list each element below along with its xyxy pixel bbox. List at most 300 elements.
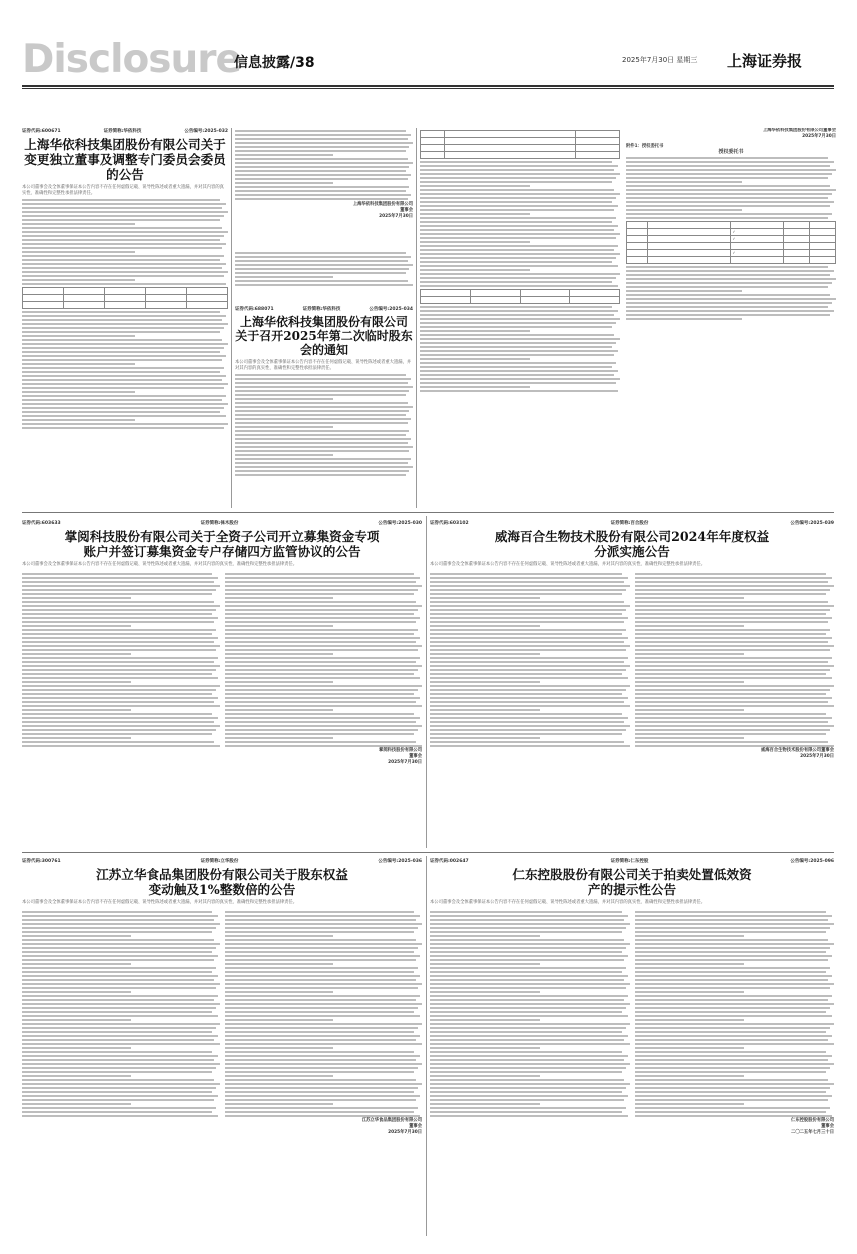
- text-line: [430, 729, 626, 731]
- text-line: [22, 959, 214, 961]
- text-line: [22, 1103, 131, 1105]
- text-line: [430, 1051, 622, 1053]
- text-line: [235, 414, 406, 416]
- text-line: [225, 1035, 421, 1037]
- text-line: [22, 613, 212, 615]
- form-title: 授权委托书: [718, 148, 744, 155]
- text-line: [225, 577, 421, 579]
- text-line: [225, 1103, 334, 1105]
- text-line: [430, 1007, 626, 1009]
- text-line: [420, 253, 620, 255]
- attachment-label: 附件1：授权委托书: [626, 144, 664, 149]
- text-line: [22, 1047, 131, 1049]
- text-line: [22, 637, 218, 639]
- text-line: [420, 233, 620, 235]
- text-line: [430, 1115, 628, 1117]
- text-line: [22, 665, 220, 667]
- text-line: [235, 470, 409, 472]
- text-line: [626, 217, 828, 219]
- text-line: [22, 423, 228, 425]
- text-line: [235, 406, 413, 408]
- text-line: [420, 265, 618, 267]
- text-line: [225, 637, 421, 639]
- text-line: [22, 919, 214, 921]
- text-line: [22, 701, 214, 703]
- article-columns: [430, 909, 834, 1119]
- text-line: [430, 737, 540, 739]
- text-line: [420, 181, 612, 183]
- text-line: [235, 466, 413, 468]
- text-line: [22, 713, 212, 715]
- text-line: [22, 1003, 220, 1005]
- text-line: [225, 971, 415, 973]
- text-line: [420, 374, 614, 376]
- text-line: [22, 653, 131, 655]
- signature: 上海华依科技集团股份有限公司董事会 2025年7月30日: [762, 128, 836, 139]
- text-line: [225, 1075, 334, 1077]
- text-line: [225, 745, 423, 747]
- text-line: [635, 1011, 827, 1013]
- text-line: [225, 915, 421, 917]
- text-line: [430, 1047, 540, 1049]
- text-line: [635, 947, 831, 949]
- text-line: [430, 1083, 630, 1085]
- text-line: [430, 911, 622, 913]
- proxy-form: [626, 128, 836, 508]
- text-line: [235, 190, 406, 192]
- text-line: [225, 1059, 417, 1061]
- column-divider: [416, 128, 417, 508]
- text-line: [635, 955, 833, 957]
- text-line: [430, 721, 624, 723]
- text-line: [420, 326, 612, 328]
- text-line: [420, 338, 620, 340]
- text-line: [22, 331, 220, 333]
- text-line: [235, 422, 408, 424]
- text-line: [22, 729, 216, 731]
- text-line: [430, 713, 622, 715]
- text-line: [22, 199, 220, 201]
- text-line: [635, 983, 835, 985]
- text-line: [225, 609, 419, 611]
- text-line: [635, 617, 833, 619]
- article-rendong: [430, 858, 834, 1236]
- text-line: [225, 677, 421, 679]
- text-line: [430, 1067, 626, 1069]
- text-line: [430, 1099, 624, 1101]
- text-line: [430, 939, 624, 941]
- text-line: [225, 653, 334, 655]
- text-line: [420, 217, 616, 219]
- text-line: [235, 378, 411, 380]
- article-body: [235, 252, 413, 286]
- text-line: [430, 915, 628, 917]
- text-line: [430, 705, 630, 707]
- text-line: [420, 197, 616, 199]
- text-line: [420, 322, 616, 324]
- text-line: [635, 1047, 745, 1049]
- text-line: [225, 935, 334, 937]
- text-line: [22, 693, 212, 695]
- text-line: [420, 362, 616, 364]
- text-line: [225, 741, 417, 743]
- text-line: [635, 613, 827, 615]
- masthead: Disclosure: [22, 37, 241, 82]
- text-line: [420, 314, 614, 316]
- disclaimer: 本公司董事会及全体董事保证本公告内容不存在任何虚假记载、误导性陈述或者重大遗漏，并对其内容的真实性、准确性和完整性承担法律责任。: [235, 360, 412, 371]
- text-line: [420, 193, 620, 195]
- text-line: [626, 314, 830, 316]
- text-line: [225, 939, 417, 941]
- article-col-2: [635, 571, 835, 749]
- disclaimer: 本公司董事会及全体董事保证本公告内容不存在任何虚假记载、误导性陈述或者重大遗漏，并对其内容的真实性、准确性和完整性承担法律责任。: [430, 900, 705, 905]
- text-line: [22, 1099, 214, 1101]
- text-line: [22, 601, 214, 603]
- text-line: [635, 935, 745, 937]
- article-col-1: [430, 909, 630, 1119]
- text-line: [430, 585, 630, 587]
- text-line: [22, 411, 220, 413]
- text-line: [235, 146, 409, 148]
- text-line: [22, 239, 220, 241]
- text-line: [225, 701, 417, 703]
- text-line: [22, 319, 222, 321]
- signature: 掌阅科技股份有限公司 董事会 2025年7月30日: [379, 748, 422, 765]
- text-line: [22, 597, 131, 599]
- text-line: [22, 947, 216, 949]
- text-line: [235, 150, 406, 152]
- text-line: [420, 366, 612, 368]
- text-line: [430, 967, 626, 969]
- text-line: [235, 458, 411, 460]
- text-line: [430, 919, 624, 921]
- text-line: [430, 935, 540, 937]
- text-line: [635, 681, 745, 683]
- text-line: [430, 1087, 626, 1089]
- text-line: [626, 161, 834, 163]
- issue-date: 2025年7月30日 星期三: [622, 56, 698, 64]
- text-line: [635, 971, 827, 973]
- text-line: [430, 685, 630, 687]
- text-line: [22, 589, 216, 591]
- text-line: [430, 923, 630, 925]
- text-line: [635, 721, 829, 723]
- text-line: [225, 649, 419, 651]
- text-line: [22, 343, 228, 345]
- text-line: [235, 166, 409, 168]
- text-line: [22, 1087, 216, 1089]
- text-line: [430, 1111, 622, 1113]
- text-line: [225, 673, 415, 675]
- text-line: [430, 701, 624, 703]
- text-line: [22, 709, 131, 711]
- text-line: [235, 402, 408, 404]
- text-line: [225, 573, 415, 575]
- text-line: [22, 915, 218, 917]
- text-line: [22, 1107, 216, 1109]
- text-line: [22, 351, 220, 353]
- text-line: [22, 971, 212, 973]
- text-line: [430, 697, 628, 699]
- text-line: [635, 673, 827, 675]
- article-title: 江苏立华食品集团股份有限公司关于股东权益变动触及1%整数倍的公告: [96, 867, 348, 897]
- text-line: [225, 733, 415, 735]
- text-line: [420, 221, 612, 223]
- text-line: [635, 1027, 831, 1029]
- text-line: [635, 621, 829, 623]
- text-line: [22, 689, 216, 691]
- text-line: [225, 625, 334, 627]
- text-line: [430, 1103, 540, 1105]
- text-line: [420, 213, 530, 215]
- text-line: [430, 1107, 626, 1109]
- text-line: [635, 637, 833, 639]
- text-line: [225, 991, 334, 993]
- text-line: [430, 947, 626, 949]
- text-line: [235, 434, 406, 436]
- text-line: [235, 426, 333, 428]
- article-body: [235, 130, 413, 200]
- text-line: [22, 335, 135, 337]
- text-line: [635, 1111, 827, 1113]
- text-line: [225, 713, 415, 715]
- text-line: [430, 709, 540, 711]
- text-line: [420, 205, 618, 207]
- text-line: [22, 1031, 212, 1033]
- page-header: [22, 37, 834, 82]
- text-line: [225, 621, 417, 623]
- text-line: [635, 943, 835, 945]
- text-line: [430, 617, 628, 619]
- article-huayi-director: [22, 128, 228, 508]
- text-line: [626, 157, 828, 159]
- text-line: [635, 923, 835, 925]
- text-line: [22, 279, 135, 281]
- text-line: [225, 661, 417, 663]
- column-divider: [231, 128, 232, 508]
- text-line: [235, 252, 406, 254]
- row-divider: [22, 852, 834, 853]
- text-line: [235, 174, 411, 176]
- row-divider: [22, 512, 834, 513]
- text-line: [225, 1031, 415, 1033]
- text-line: [635, 1055, 833, 1057]
- text-line: [225, 1079, 417, 1081]
- text-line: [235, 280, 408, 282]
- text-line: [430, 649, 626, 651]
- text-line: [225, 697, 421, 699]
- text-line: [225, 927, 419, 929]
- text-line: [626, 205, 830, 207]
- section-label: 信息披露/38: [234, 55, 315, 71]
- text-line: [225, 1063, 423, 1065]
- disclaimer: 本公司董事会及全体董事保证本公告内容不存在任何虚假记载、误导性陈述或者重大遗漏，并对其内容的真实性、准确性和完整性承担法律责任。: [22, 562, 297, 567]
- text-line: [430, 577, 628, 579]
- form-body: [626, 157, 836, 219]
- article-body: [235, 374, 413, 476]
- text-line: [22, 677, 218, 679]
- text-line: [420, 334, 614, 336]
- text-line: [22, 387, 224, 389]
- text-line: [225, 657, 421, 659]
- text-line: [430, 983, 630, 985]
- text-line: [635, 713, 827, 715]
- text-line: [430, 1055, 628, 1057]
- text-line: [22, 399, 222, 401]
- text-line: [22, 403, 228, 405]
- text-line: [225, 705, 423, 707]
- text-line: [430, 1035, 628, 1037]
- text-line: [225, 633, 415, 635]
- text-line: [635, 597, 745, 599]
- text-line: [420, 354, 614, 356]
- text-line: [225, 987, 419, 989]
- text-line: [235, 382, 408, 384]
- text-line: [22, 943, 220, 945]
- text-line: [626, 185, 830, 187]
- text-line: [22, 367, 224, 369]
- text-line: [22, 235, 224, 237]
- text-line: [225, 641, 417, 643]
- text-line: [225, 1015, 421, 1017]
- text-line: [420, 245, 618, 247]
- text-line: [420, 358, 530, 360]
- text-line: [635, 585, 835, 587]
- text-line: [420, 342, 616, 344]
- text-line: [225, 605, 423, 607]
- text-line: [22, 1007, 216, 1009]
- text-line: [225, 629, 419, 631]
- article-title: 掌阅科技股份有限公司关于全资子公司开立募集资金专项账户并签订募集资金专户存储四方监管协议的公告: [64, 529, 380, 559]
- text-line: [635, 661, 829, 663]
- text-line: [225, 1115, 421, 1117]
- text-line: [235, 454, 333, 456]
- text-line: [22, 605, 220, 607]
- text-line: [626, 201, 834, 203]
- text-line: [225, 963, 334, 965]
- text-line: [225, 717, 421, 719]
- text-line: [430, 589, 626, 591]
- text-line: [225, 693, 415, 695]
- text-line: [635, 915, 833, 917]
- text-line: [235, 264, 413, 266]
- text-line: [22, 1027, 216, 1029]
- text-line: [635, 1115, 833, 1117]
- text-line: [430, 681, 540, 683]
- text-line: [22, 363, 135, 365]
- text-line: [225, 1007, 419, 1009]
- text-line: [430, 597, 540, 599]
- text-line: [420, 390, 618, 392]
- text-line: [635, 967, 831, 969]
- text-line: [420, 370, 618, 372]
- text-line: [635, 601, 829, 603]
- text-line: [235, 134, 411, 136]
- text-line: [22, 1059, 214, 1061]
- text-line: [22, 717, 218, 719]
- text-line: [626, 209, 742, 211]
- text-line: [430, 1019, 540, 1021]
- text-line: [635, 1087, 831, 1089]
- text-line: [635, 1095, 833, 1097]
- text-line: [22, 347, 224, 349]
- article-meta: 证券代码:688071 证券简称:华依科技 公告编号:2025-034: [235, 307, 413, 312]
- text-line: [235, 374, 406, 376]
- text-line: [635, 653, 745, 655]
- text-line: [420, 189, 614, 191]
- text-line: [22, 745, 220, 747]
- text-line: [635, 927, 831, 929]
- text-line: [22, 911, 212, 913]
- text-line: [635, 987, 831, 989]
- text-line: [626, 290, 742, 292]
- text-line: [635, 1059, 829, 1061]
- text-line: [235, 394, 406, 396]
- text-line: [225, 1111, 415, 1113]
- text-line: [22, 673, 212, 675]
- text-line: [430, 1059, 624, 1061]
- text-line: [635, 573, 827, 575]
- text-line: [22, 581, 214, 583]
- article-meta: 证券代码:603102 证券简称:百合股份 公告编号:2025-039: [430, 521, 834, 526]
- text-line: [22, 359, 222, 361]
- article-title: 仁东控股股份有限公司关于拍卖处置低效资产的提示性公告: [512, 867, 752, 897]
- text-line: [22, 1011, 212, 1013]
- disclaimer: 本公司董事会及全体董事保证本公告内容不存在任何虚假记载、误导性陈述或者重大遗漏，并对其内容的真实性、准确性和完整性承担法律责任。: [22, 900, 297, 905]
- text-line: [430, 645, 630, 647]
- text-line: [22, 1019, 131, 1021]
- text-line: [22, 577, 218, 579]
- text-line: [430, 1095, 628, 1097]
- article-baihe: [430, 520, 834, 848]
- text-line: [635, 625, 745, 627]
- text-line: [22, 967, 216, 969]
- text-line: [22, 1071, 212, 1073]
- article-body: [420, 161, 620, 287]
- text-line: [235, 158, 408, 160]
- text-line: [22, 1083, 220, 1085]
- text-line: [235, 446, 413, 448]
- signature: 仁东控股股份有限公司 董事会 二〇二五年七月三十日: [791, 1118, 834, 1135]
- text-line: [430, 669, 626, 671]
- text-line: [635, 1091, 827, 1093]
- text-line: [635, 1103, 745, 1105]
- text-line: [235, 418, 411, 420]
- text-line: [22, 243, 226, 245]
- text-line: [420, 306, 612, 308]
- text-line: [235, 198, 408, 200]
- text-line: [225, 1067, 419, 1069]
- text-line: [420, 350, 618, 352]
- text-line: [22, 255, 224, 257]
- text-line: [22, 427, 224, 429]
- text-line: [430, 1071, 622, 1073]
- text-line: [430, 943, 630, 945]
- text-line: [626, 286, 828, 288]
- text-line: [430, 717, 628, 719]
- text-line: [235, 386, 413, 388]
- text-line: [22, 725, 220, 727]
- text-line: [420, 165, 618, 167]
- text-line: [22, 223, 135, 225]
- text-line: [22, 721, 214, 723]
- text-line: [430, 613, 622, 615]
- text-line: [635, 741, 829, 743]
- text-line: [635, 911, 827, 913]
- text-line: [635, 669, 831, 671]
- text-line: [225, 665, 423, 667]
- text-line: [22, 1055, 218, 1057]
